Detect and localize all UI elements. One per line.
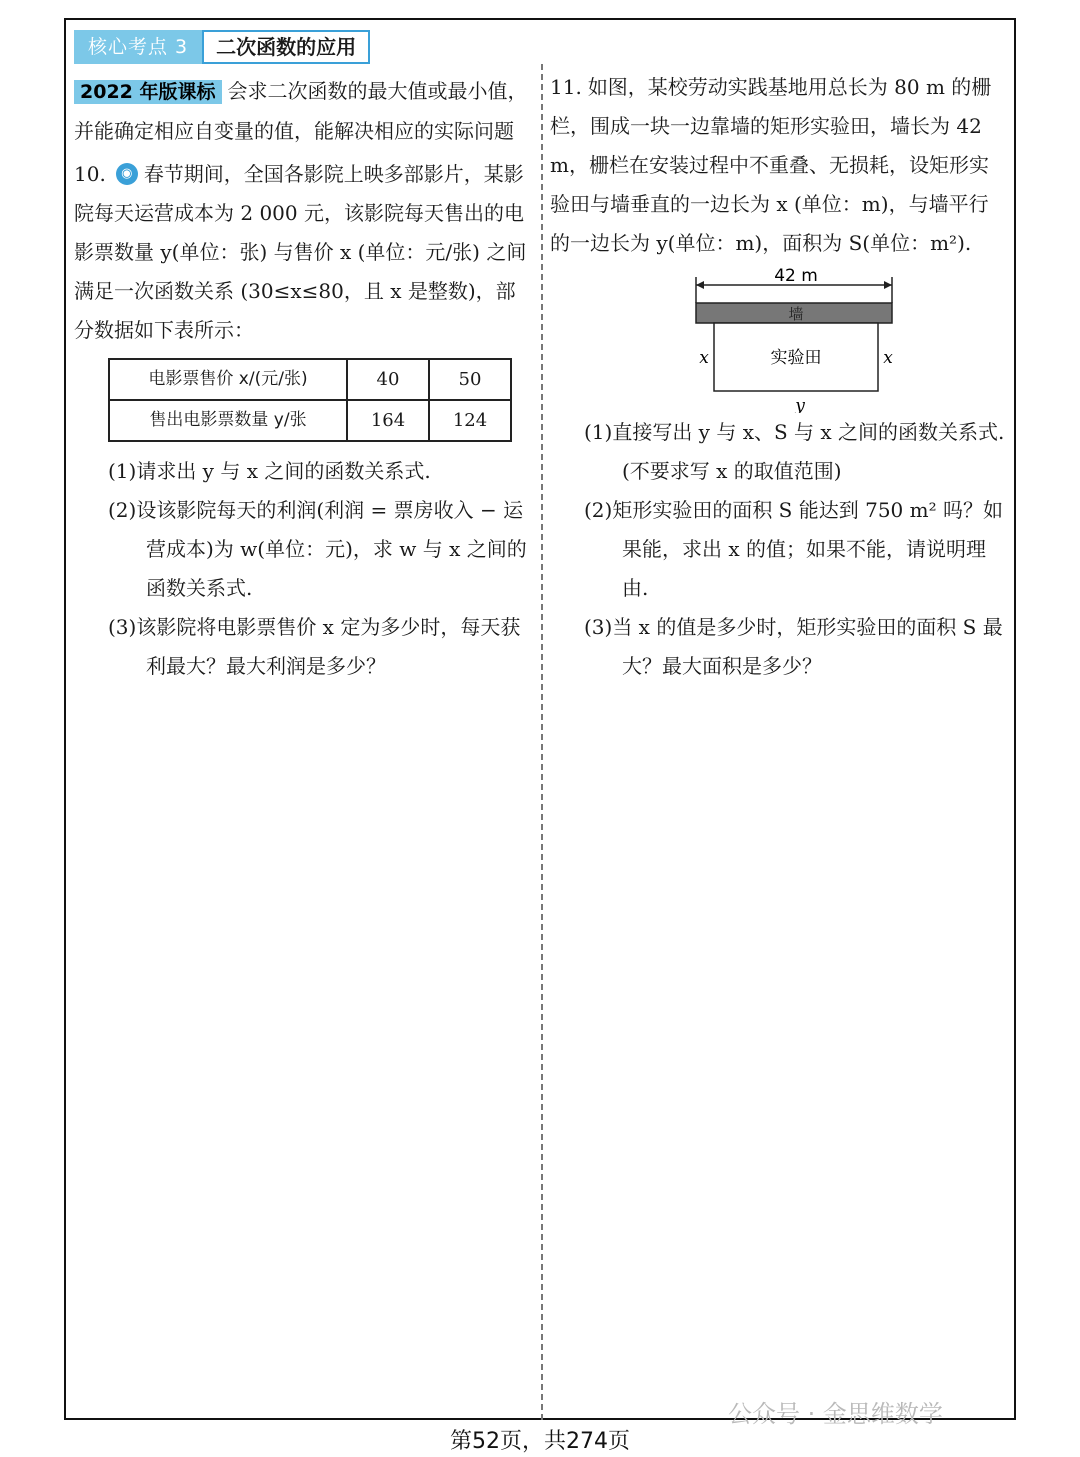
question-11 [550,68,1008,263]
table-cell: 40 [347,359,429,400]
arrow-right [884,281,892,289]
table-cell: 164 [347,400,429,441]
q10-part-3: (3)该影院将电影票售价 x 定为多少时，每天获利最大？最大利润是多少？ [108,615,521,678]
curriculum-standard [74,72,532,151]
q11-part-2: (2)矩形实验田的面积 S 能达到 750 m² 吗？如果能，求出 x 的值；如果不能，请说明理由. [584,498,1003,600]
wall-label: 墙 [788,305,804,323]
q11-part-3: (3)当 x 的值是多少时，矩形实验田的面积 S 最大？最大面积是多少？ [584,615,1003,678]
q10-part-2: (2)设该影院每天的利润(利润 = 票房收入 − 运营成本)为 w(单位：元)，求 w 与 x 之间的函数关系式. [108,498,527,600]
table-cell: 124 [429,400,511,441]
right-side-label: x [883,348,893,368]
question-10 [74,155,532,350]
q11-part-1: (1)直接写出 y 与 x、S 与 x 之间的函数关系式.(不要求写 x 的取值范围) [584,420,1005,483]
left-side-label: x [699,348,709,368]
bottom-side-label: y [795,396,805,413]
table-row [109,400,511,441]
q11-number: 11. [550,75,582,99]
field-diagram [550,263,1008,413]
standard-text: 会求二次函数的最大值或最小值，并能确定相应自变量的值，能解决相应的实际问题 [74,79,528,143]
section-title: 二次函数的应用 [202,30,370,64]
table-header-price: 电影票售价 x/(元/张) [109,359,347,400]
wall-length-label: 42 m [774,266,818,286]
table-cell: 50 [429,359,511,400]
field-diagram-svg [550,263,1008,413]
table-row [109,359,511,400]
audio-icon: ◉ [116,163,138,185]
page-footer: 第52页，共274页 [450,1429,630,1454]
column-divider [541,64,543,1420]
watermark: 公众号 · 金思维数学 [728,1400,943,1428]
table-header-quantity: 售出电影票数量 y/张 [109,400,347,441]
right-column [550,68,1008,686]
q10-text: 春节期间，全国各影院上映多部影片，某影院每天运营成本为 2 000 元，该影院每天售出的电影票数量 y(单位：张) 与售价 x (单位：元/张) 之间满足一次函数关系 (30≤x≤80，且 x 是整数)，部分数据如下表所示： [74,162,527,342]
section-tag: 核心考点 3 [74,30,202,64]
data-table [108,358,512,442]
arrow-left [696,281,704,289]
q10-number: 10. [74,162,106,186]
q11-text: 如图，某校劳动实践基地用总长为 80 m 的栅栏，围成一块一边靠墙的矩形实验田，墙长为 42 m，栅栏在安装过程中不重叠、无损耗，设矩形实验田与墙垂直的一边长为 x (单位：m)，与墙平行的一边长为 y(单位：m)，面积为 S(单位：m²). [550,75,992,255]
q10-part-1: (1)请求出 y 与 x 之间的函数关系式. [108,459,431,483]
standard-label: 2022 年版课标 [74,80,222,104]
field-label: 实验田 [770,348,822,368]
left-column [74,72,532,686]
section-header [74,30,370,64]
